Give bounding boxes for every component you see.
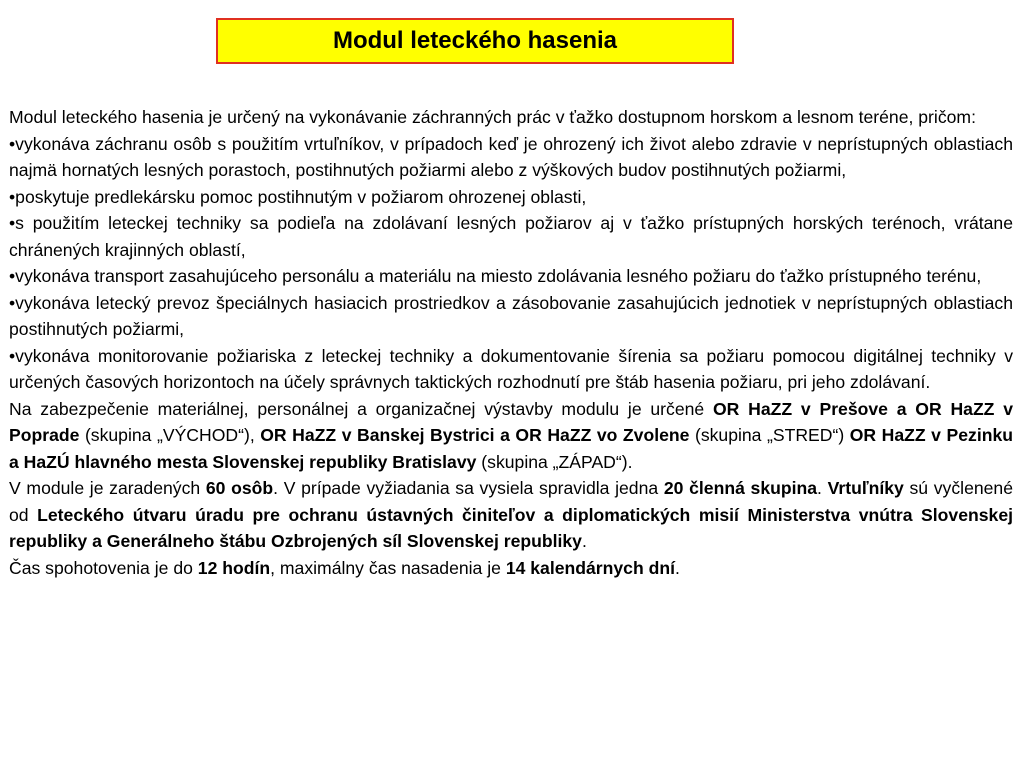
bold-text: 60 osôb bbox=[205, 478, 274, 498]
text-span: (skupina „VÝCHOD“), bbox=[79, 425, 261, 445]
bold-text: 20 členná skupina bbox=[663, 478, 818, 498]
text-span: . bbox=[817, 478, 828, 498]
title-box bbox=[216, 18, 734, 64]
text-span: Na zabezpečenie materiálnej, personálnej a organizačnej výstavby modulu je určené bbox=[9, 398, 713, 419]
bullet-item: •vykonáva transport zasahujúceho personálu a materiálu na miesto zdolávania lesného požiaru do ťažko prístupného terénu, bbox=[9, 266, 982, 286]
bold-text: OR HaZZ v Prešove a OR HaZZ v Poprade bbox=[9, 398, 1013, 445]
readiness-paragraph bbox=[9, 555, 1013, 582]
text-span: . V prípade vyžiadania sa vysiela spravidla jedna bbox=[273, 478, 664, 498]
organization-paragraph bbox=[9, 396, 1013, 476]
text-span: Čas spohotovenia je do bbox=[9, 557, 198, 578]
bold-text: 14 kalendárnych dní bbox=[505, 557, 675, 578]
text-span: . bbox=[674, 557, 680, 578]
text-span: . bbox=[581, 531, 587, 551]
text-span: (skupina „STRED“) bbox=[689, 425, 850, 445]
bold-text: Vrtuľníky bbox=[827, 478, 904, 498]
bullet-item: •s použitím leteckej techniky sa podieľa na zdolávaní lesných požiarov aj v ťažko prístupných horských terénoch, vrátane chránených krajinných oblastí, bbox=[9, 213, 1013, 260]
text-span: sú vyčlenené od bbox=[9, 478, 1013, 525]
text-span: (skupina „ZÁPAD“). bbox=[476, 451, 633, 472]
bullet-item: •poskytuje predlekársku pomoc postihnutým v požiarom ohrozenej oblasti, bbox=[9, 186, 587, 207]
content-body bbox=[9, 104, 1013, 581]
intro-paragraph: Modul leteckého hasenia je určený na vykonávanie záchranných prác v ťažko dostupnom horskom a lesnom teréne, pričom: bbox=[9, 107, 976, 127]
bullet-item: •vykonáva monitorovanie požiariska z leteckej techniky a dokumentovanie šírenia sa požiaru pomocou digitálnej techniky v určených časových horizontoch na účely správnych taktických rozhodnutí pre štáb hasenia požiaru, pri jeho zdolávaní. bbox=[9, 345, 1013, 392]
bullet-item: •vykonáva letecký prevoz špeciálnych hasiacich prostriedkov a zásobovanie zasahujúcich jednotiek v neprístupných oblastiach postihnutých požiarmi, bbox=[9, 292, 1013, 339]
bold-text: OR HaZZ v Pezinku a HaZÚ hlavného mesta Slovenskej republiky Bratislavy bbox=[9, 425, 1013, 472]
page-title: Modul leteckého hasenia bbox=[332, 27, 618, 54]
bold-text: Leteckého útvaru úradu pre ochranu ústavných činiteľov a diplomatických misií Ministerstva vnútra Slovenskej republiky a Generálneho štábu Ozbrojených síl Slovenskej republiky bbox=[9, 504, 1013, 551]
text-span: V module je zaradených bbox=[9, 478, 206, 498]
staffing-paragraph bbox=[9, 475, 1013, 555]
bold-text: 12 hodín bbox=[197, 557, 271, 578]
bold-text: OR HaZZ v Banskej Bystrici a OR HaZZ vo Zvolene bbox=[260, 425, 690, 445]
bullet-item: •vykonáva záchranu osôb s použitím vrtuľníkov, v prípadoch keď je ohrozený ich život alebo zdravie v neprístupných oblastiach najmä hornatých lesných porastoch, postihnutých požiarmi alebo z výškových budov postihnutých požiarmi, bbox=[9, 133, 1013, 180]
text-span: , maximálny čas nasadenia je bbox=[270, 557, 506, 578]
